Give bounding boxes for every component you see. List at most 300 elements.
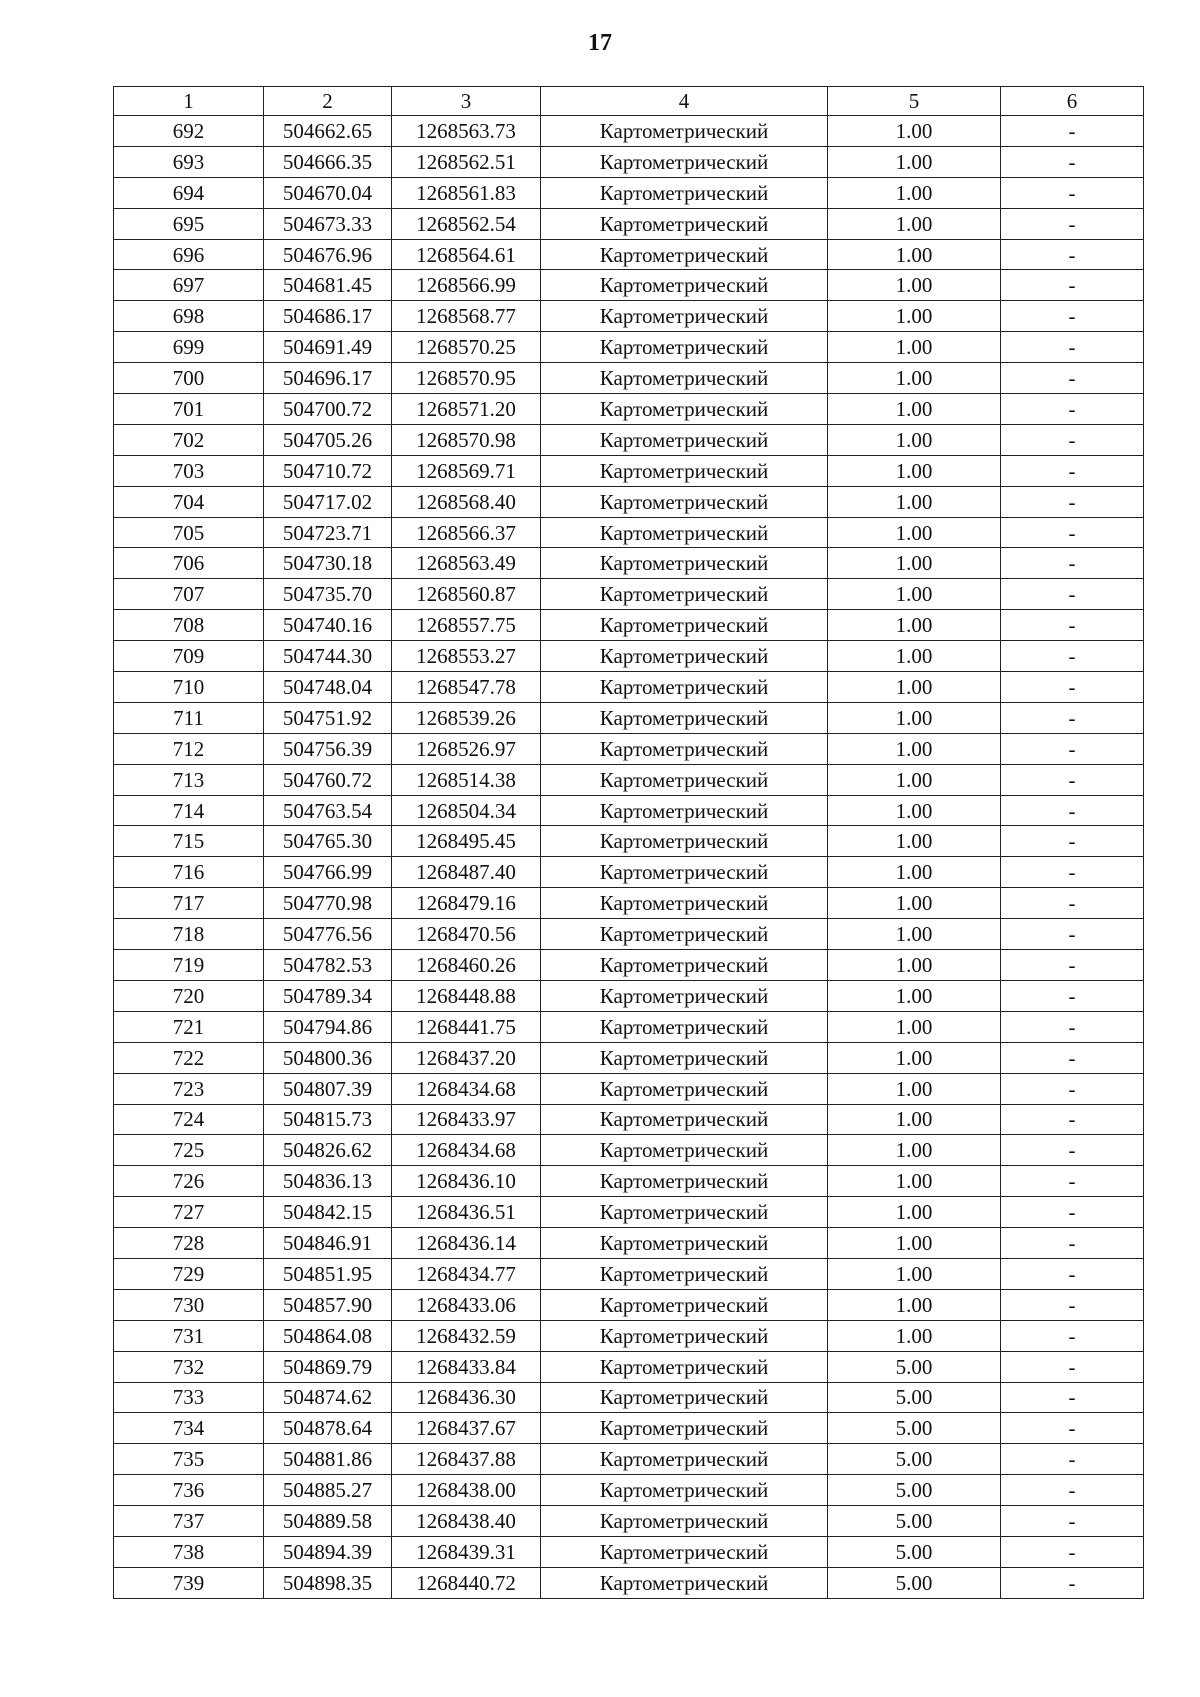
- table-row: [114, 332, 1144, 363]
- y-coordinate-cell: 1268568.77: [392, 301, 541, 332]
- point-number-cell: 737: [114, 1506, 264, 1537]
- table-row: [114, 1042, 1144, 1073]
- method-cell: Картометрический: [541, 424, 828, 455]
- table-row: [114, 146, 1144, 177]
- table-row: [114, 1536, 1144, 1567]
- method-cell: Картометрический: [541, 950, 828, 981]
- point-number-cell: 698: [114, 301, 264, 332]
- accuracy-cell: 1.00: [828, 146, 1001, 177]
- note-cell: -: [1001, 826, 1144, 857]
- note-cell: -: [1001, 332, 1144, 363]
- point-number-cell: 717: [114, 888, 264, 919]
- column-header: 6: [1001, 87, 1144, 116]
- note-cell: -: [1001, 301, 1144, 332]
- accuracy-cell: 1.00: [828, 579, 1001, 610]
- table-row: [114, 579, 1144, 610]
- method-cell: Картометрический: [541, 733, 828, 764]
- x-coordinate-cell: 504898.35: [264, 1567, 392, 1598]
- note-cell: -: [1001, 455, 1144, 486]
- x-coordinate-cell: 504756.39: [264, 733, 392, 764]
- note-cell: -: [1001, 1444, 1144, 1475]
- point-number-cell: 715: [114, 826, 264, 857]
- note-cell: -: [1001, 702, 1144, 733]
- method-cell: Картометрический: [541, 1536, 828, 1567]
- method-cell: Картометрический: [541, 270, 828, 301]
- x-coordinate-cell: 504836.13: [264, 1166, 392, 1197]
- note-cell: -: [1001, 363, 1144, 394]
- point-number-cell: 702: [114, 424, 264, 455]
- table-row: [114, 826, 1144, 857]
- accuracy-cell: 1.00: [828, 919, 1001, 950]
- point-number-cell: 710: [114, 672, 264, 703]
- method-cell: Картометрический: [541, 1166, 828, 1197]
- x-coordinate-cell: 504794.86: [264, 1011, 392, 1042]
- point-number-cell: 719: [114, 950, 264, 981]
- point-number-cell: 731: [114, 1320, 264, 1351]
- x-coordinate-cell: 504673.33: [264, 208, 392, 239]
- accuracy-cell: 5.00: [828, 1444, 1001, 1475]
- point-number-cell: 728: [114, 1228, 264, 1259]
- accuracy-cell: 5.00: [828, 1382, 1001, 1413]
- x-coordinate-cell: 504766.99: [264, 857, 392, 888]
- x-coordinate-cell: 504676.96: [264, 239, 392, 270]
- table-row: [114, 394, 1144, 425]
- table-row: [114, 1289, 1144, 1320]
- method-cell: Картометрический: [541, 517, 828, 548]
- accuracy-cell: 1.00: [828, 270, 1001, 301]
- y-coordinate-cell: 1268487.40: [392, 857, 541, 888]
- y-coordinate-cell: 1268441.75: [392, 1011, 541, 1042]
- method-cell: Картометрический: [541, 177, 828, 208]
- accuracy-cell: 5.00: [828, 1536, 1001, 1567]
- x-coordinate-cell: 504800.36: [264, 1042, 392, 1073]
- x-coordinate-cell: 504763.54: [264, 795, 392, 826]
- point-number-cell: 721: [114, 1011, 264, 1042]
- x-coordinate-cell: 504894.39: [264, 1536, 392, 1567]
- x-coordinate-cell: 504696.17: [264, 363, 392, 394]
- y-coordinate-cell: 1268560.87: [392, 579, 541, 610]
- method-cell: Картометрический: [541, 1506, 828, 1537]
- method-cell: Картометрический: [541, 146, 828, 177]
- accuracy-cell: 1.00: [828, 116, 1001, 147]
- table-row: [114, 1351, 1144, 1382]
- method-cell: Картометрический: [541, 919, 828, 950]
- table-row: [114, 1475, 1144, 1506]
- note-cell: -: [1001, 980, 1144, 1011]
- x-coordinate-cell: 504857.90: [264, 1289, 392, 1320]
- method-cell: Картометрический: [541, 548, 828, 579]
- method-cell: Картометрический: [541, 455, 828, 486]
- point-number-cell: 716: [114, 857, 264, 888]
- point-number-cell: 708: [114, 610, 264, 641]
- point-number-cell: 730: [114, 1289, 264, 1320]
- note-cell: -: [1001, 795, 1144, 826]
- table-header-row: [114, 87, 1144, 116]
- x-coordinate-cell: 504735.70: [264, 579, 392, 610]
- y-coordinate-cell: 1268557.75: [392, 610, 541, 641]
- accuracy-cell: 1.00: [828, 733, 1001, 764]
- note-cell: -: [1001, 486, 1144, 517]
- point-number-cell: 735: [114, 1444, 264, 1475]
- point-number-cell: 695: [114, 208, 264, 239]
- y-coordinate-cell: 1268570.95: [392, 363, 541, 394]
- accuracy-cell: 1.00: [828, 517, 1001, 548]
- table-row: [114, 1258, 1144, 1289]
- point-number-cell: 734: [114, 1413, 264, 1444]
- method-cell: Картометрический: [541, 1135, 828, 1166]
- method-cell: Картометрический: [541, 888, 828, 919]
- note-cell: -: [1001, 548, 1144, 579]
- accuracy-cell: 5.00: [828, 1413, 1001, 1444]
- x-coordinate-cell: 504864.08: [264, 1320, 392, 1351]
- method-cell: Картометрический: [541, 610, 828, 641]
- point-number-cell: 693: [114, 146, 264, 177]
- y-coordinate-cell: 1268433.84: [392, 1351, 541, 1382]
- method-cell: Картометрический: [541, 641, 828, 672]
- y-coordinate-cell: 1268434.77: [392, 1258, 541, 1289]
- x-coordinate-cell: 504717.02: [264, 486, 392, 517]
- point-number-cell: 724: [114, 1104, 264, 1135]
- table-row: [114, 1413, 1144, 1444]
- accuracy-cell: 1.00: [828, 610, 1001, 641]
- method-cell: Картометрический: [541, 1444, 828, 1475]
- method-cell: Картометрический: [541, 1011, 828, 1042]
- x-coordinate-cell: 504889.58: [264, 1506, 392, 1537]
- note-cell: -: [1001, 672, 1144, 703]
- note-cell: -: [1001, 1042, 1144, 1073]
- method-cell: Картометрический: [541, 980, 828, 1011]
- accuracy-cell: 1.00: [828, 1011, 1001, 1042]
- y-coordinate-cell: 1268571.20: [392, 394, 541, 425]
- accuracy-cell: 1.00: [828, 208, 1001, 239]
- table-row: [114, 1073, 1144, 1104]
- x-coordinate-cell: 504686.17: [264, 301, 392, 332]
- point-number-cell: 729: [114, 1258, 264, 1289]
- note-cell: -: [1001, 1536, 1144, 1567]
- method-cell: Картометрический: [541, 826, 828, 857]
- accuracy-cell: 1.00: [828, 1289, 1001, 1320]
- table-row: [114, 1444, 1144, 1475]
- table-row: [114, 857, 1144, 888]
- accuracy-cell: 1.00: [828, 394, 1001, 425]
- accuracy-cell: 5.00: [828, 1351, 1001, 1382]
- table-row: [114, 1197, 1144, 1228]
- note-cell: -: [1001, 857, 1144, 888]
- point-number-cell: 705: [114, 517, 264, 548]
- accuracy-cell: 1.00: [828, 980, 1001, 1011]
- point-number-cell: 692: [114, 116, 264, 147]
- table-row: [114, 733, 1144, 764]
- table-row: [114, 486, 1144, 517]
- x-coordinate-cell: 504851.95: [264, 1258, 392, 1289]
- accuracy-cell: 1.00: [828, 1104, 1001, 1135]
- method-cell: Картометрический: [541, 1320, 828, 1351]
- accuracy-cell: 1.00: [828, 486, 1001, 517]
- accuracy-cell: 1.00: [828, 795, 1001, 826]
- y-coordinate-cell: 1268437.88: [392, 1444, 541, 1475]
- note-cell: -: [1001, 1228, 1144, 1259]
- x-coordinate-cell: 504705.26: [264, 424, 392, 455]
- method-cell: Картометрический: [541, 301, 828, 332]
- table-row: [114, 919, 1144, 950]
- note-cell: -: [1001, 764, 1144, 795]
- y-coordinate-cell: 1268437.67: [392, 1413, 541, 1444]
- accuracy-cell: 1.00: [828, 1042, 1001, 1073]
- y-coordinate-cell: 1268563.73: [392, 116, 541, 147]
- table-row: [114, 672, 1144, 703]
- method-cell: Картометрический: [541, 394, 828, 425]
- table-row: [114, 455, 1144, 486]
- table-row: [114, 1135, 1144, 1166]
- point-number-cell: 720: [114, 980, 264, 1011]
- x-coordinate-cell: 504874.62: [264, 1382, 392, 1413]
- note-cell: -: [1001, 579, 1144, 610]
- note-cell: -: [1001, 950, 1144, 981]
- table-row: [114, 1320, 1144, 1351]
- note-cell: -: [1001, 1135, 1144, 1166]
- accuracy-cell: 1.00: [828, 332, 1001, 363]
- table-row: [114, 980, 1144, 1011]
- point-number-cell: 694: [114, 177, 264, 208]
- method-cell: Картометрический: [541, 1289, 828, 1320]
- point-number-cell: 718: [114, 919, 264, 950]
- note-cell: -: [1001, 1320, 1144, 1351]
- method-cell: Картометрический: [541, 702, 828, 733]
- method-cell: Картометрический: [541, 486, 828, 517]
- x-coordinate-cell: 504760.72: [264, 764, 392, 795]
- point-number-cell: 704: [114, 486, 264, 517]
- note-cell: -: [1001, 1382, 1144, 1413]
- y-coordinate-cell: 1268569.71: [392, 455, 541, 486]
- y-coordinate-cell: 1268438.40: [392, 1506, 541, 1537]
- point-number-cell: 713: [114, 764, 264, 795]
- table-row: [114, 424, 1144, 455]
- x-coordinate-cell: 504869.79: [264, 1351, 392, 1382]
- column-header: 5: [828, 87, 1001, 116]
- accuracy-cell: 1.00: [828, 1258, 1001, 1289]
- method-cell: Картометрический: [541, 363, 828, 394]
- accuracy-cell: 1.00: [828, 177, 1001, 208]
- coordinates-table: [113, 86, 1144, 1599]
- method-cell: Картометрический: [541, 795, 828, 826]
- x-coordinate-cell: 504666.35: [264, 146, 392, 177]
- table-row: [114, 795, 1144, 826]
- accuracy-cell: 1.00: [828, 301, 1001, 332]
- x-coordinate-cell: 504740.16: [264, 610, 392, 641]
- y-coordinate-cell: 1268436.10: [392, 1166, 541, 1197]
- y-coordinate-cell: 1268436.14: [392, 1228, 541, 1259]
- y-coordinate-cell: 1268448.88: [392, 980, 541, 1011]
- accuracy-cell: 1.00: [828, 764, 1001, 795]
- x-coordinate-cell: 504662.65: [264, 116, 392, 147]
- x-coordinate-cell: 504878.64: [264, 1413, 392, 1444]
- note-cell: -: [1001, 1011, 1144, 1042]
- x-coordinate-cell: 504710.72: [264, 455, 392, 486]
- x-coordinate-cell: 504730.18: [264, 548, 392, 579]
- x-coordinate-cell: 504842.15: [264, 1197, 392, 1228]
- accuracy-cell: 1.00: [828, 1197, 1001, 1228]
- y-coordinate-cell: 1268436.30: [392, 1382, 541, 1413]
- y-coordinate-cell: 1268570.25: [392, 332, 541, 363]
- table-row: [114, 517, 1144, 548]
- note-cell: -: [1001, 1475, 1144, 1506]
- point-number-cell: 699: [114, 332, 264, 363]
- note-cell: -: [1001, 641, 1144, 672]
- x-coordinate-cell: 504670.04: [264, 177, 392, 208]
- point-number-cell: 722: [114, 1042, 264, 1073]
- y-coordinate-cell: 1268514.38: [392, 764, 541, 795]
- y-coordinate-cell: 1268436.51: [392, 1197, 541, 1228]
- point-number-cell: 727: [114, 1197, 264, 1228]
- y-coordinate-cell: 1268470.56: [392, 919, 541, 950]
- table-row: [114, 177, 1144, 208]
- y-coordinate-cell: 1268434.68: [392, 1073, 541, 1104]
- method-cell: Картометрический: [541, 116, 828, 147]
- method-cell: Картометрический: [541, 857, 828, 888]
- y-coordinate-cell: 1268566.37: [392, 517, 541, 548]
- accuracy-cell: 1.00: [828, 424, 1001, 455]
- table-row: [114, 1228, 1144, 1259]
- y-coordinate-cell: 1268553.27: [392, 641, 541, 672]
- x-coordinate-cell: 504723.71: [264, 517, 392, 548]
- note-cell: -: [1001, 177, 1144, 208]
- method-cell: Картометрический: [541, 1197, 828, 1228]
- accuracy-cell: 5.00: [828, 1506, 1001, 1537]
- x-coordinate-cell: 504789.34: [264, 980, 392, 1011]
- method-cell: Картометрический: [541, 1413, 828, 1444]
- x-coordinate-cell: 504700.72: [264, 394, 392, 425]
- x-coordinate-cell: 504751.92: [264, 702, 392, 733]
- table-row: [114, 1104, 1144, 1135]
- note-cell: -: [1001, 394, 1144, 425]
- accuracy-cell: 1.00: [828, 1228, 1001, 1259]
- y-coordinate-cell: 1268562.51: [392, 146, 541, 177]
- note-cell: -: [1001, 424, 1144, 455]
- method-cell: Картометрический: [541, 1073, 828, 1104]
- x-coordinate-cell: 504748.04: [264, 672, 392, 703]
- note-cell: -: [1001, 116, 1144, 147]
- note-cell: -: [1001, 733, 1144, 764]
- method-cell: Картометрический: [541, 1382, 828, 1413]
- x-coordinate-cell: 504691.49: [264, 332, 392, 363]
- accuracy-cell: 1.00: [828, 702, 1001, 733]
- y-coordinate-cell: 1268564.61: [392, 239, 541, 270]
- x-coordinate-cell: 504776.56: [264, 919, 392, 950]
- method-cell: Картометрический: [541, 672, 828, 703]
- accuracy-cell: 1.00: [828, 1073, 1001, 1104]
- accuracy-cell: 1.00: [828, 1320, 1001, 1351]
- point-number-cell: 697: [114, 270, 264, 301]
- x-coordinate-cell: 504846.91: [264, 1228, 392, 1259]
- column-header: 2: [264, 87, 392, 116]
- table-row: [114, 548, 1144, 579]
- y-coordinate-cell: 1268547.78: [392, 672, 541, 703]
- note-cell: -: [1001, 610, 1144, 641]
- accuracy-cell: 1.00: [828, 239, 1001, 270]
- note-cell: -: [1001, 208, 1144, 239]
- x-coordinate-cell: 504770.98: [264, 888, 392, 919]
- note-cell: -: [1001, 1413, 1144, 1444]
- note-cell: -: [1001, 1258, 1144, 1289]
- point-number-cell: 736: [114, 1475, 264, 1506]
- note-cell: -: [1001, 1104, 1144, 1135]
- accuracy-cell: 1.00: [828, 455, 1001, 486]
- table-row: [114, 1506, 1144, 1537]
- table-row: [114, 1166, 1144, 1197]
- y-coordinate-cell: 1268562.54: [392, 208, 541, 239]
- point-number-cell: 712: [114, 733, 264, 764]
- method-cell: Картометрический: [541, 239, 828, 270]
- accuracy-cell: 1.00: [828, 641, 1001, 672]
- point-number-cell: 732: [114, 1351, 264, 1382]
- table-row: [114, 888, 1144, 919]
- point-number-cell: 726: [114, 1166, 264, 1197]
- accuracy-cell: 1.00: [828, 857, 1001, 888]
- note-cell: -: [1001, 270, 1144, 301]
- point-number-cell: 725: [114, 1135, 264, 1166]
- table-row: [114, 641, 1144, 672]
- x-coordinate-cell: 504885.27: [264, 1475, 392, 1506]
- y-coordinate-cell: 1268570.98: [392, 424, 541, 455]
- y-coordinate-cell: 1268433.97: [392, 1104, 541, 1135]
- table-row: [114, 1011, 1144, 1042]
- x-coordinate-cell: 504744.30: [264, 641, 392, 672]
- note-cell: -: [1001, 1197, 1144, 1228]
- accuracy-cell: 1.00: [828, 548, 1001, 579]
- method-cell: Картометрический: [541, 764, 828, 795]
- point-number-cell: 700: [114, 363, 264, 394]
- method-cell: Картометрический: [541, 1042, 828, 1073]
- page-number: 17: [588, 30, 612, 56]
- method-cell: Картометрический: [541, 579, 828, 610]
- y-coordinate-cell: 1268439.31: [392, 1536, 541, 1567]
- y-coordinate-cell: 1268504.34: [392, 795, 541, 826]
- note-cell: -: [1001, 1506, 1144, 1537]
- note-cell: -: [1001, 517, 1144, 548]
- table-row: [114, 764, 1144, 795]
- table-body: [114, 116, 1144, 1599]
- y-coordinate-cell: 1268438.00: [392, 1475, 541, 1506]
- method-cell: Картометрический: [541, 332, 828, 363]
- method-cell: Картометрический: [541, 1475, 828, 1506]
- table-row: [114, 1382, 1144, 1413]
- note-cell: -: [1001, 888, 1144, 919]
- y-coordinate-cell: 1268568.40: [392, 486, 541, 517]
- table-row: [114, 610, 1144, 641]
- accuracy-cell: 1.00: [828, 826, 1001, 857]
- table-row: [114, 270, 1144, 301]
- note-cell: -: [1001, 919, 1144, 950]
- y-coordinate-cell: 1268440.72: [392, 1567, 541, 1598]
- table-row: [114, 116, 1144, 147]
- note-cell: -: [1001, 146, 1144, 177]
- y-coordinate-cell: 1268561.83: [392, 177, 541, 208]
- accuracy-cell: 1.00: [828, 672, 1001, 703]
- accuracy-cell: 1.00: [828, 363, 1001, 394]
- point-number-cell: 711: [114, 702, 264, 733]
- accuracy-cell: 1.00: [828, 1166, 1001, 1197]
- method-cell: Картометрический: [541, 1351, 828, 1382]
- accuracy-cell: 5.00: [828, 1567, 1001, 1598]
- column-header: 1: [114, 87, 264, 116]
- accuracy-cell: 5.00: [828, 1475, 1001, 1506]
- point-number-cell: 706: [114, 548, 264, 579]
- point-number-cell: 733: [114, 1382, 264, 1413]
- column-header: 4: [541, 87, 828, 116]
- y-coordinate-cell: 1268479.16: [392, 888, 541, 919]
- y-coordinate-cell: 1268539.26: [392, 702, 541, 733]
- x-coordinate-cell: 504782.53: [264, 950, 392, 981]
